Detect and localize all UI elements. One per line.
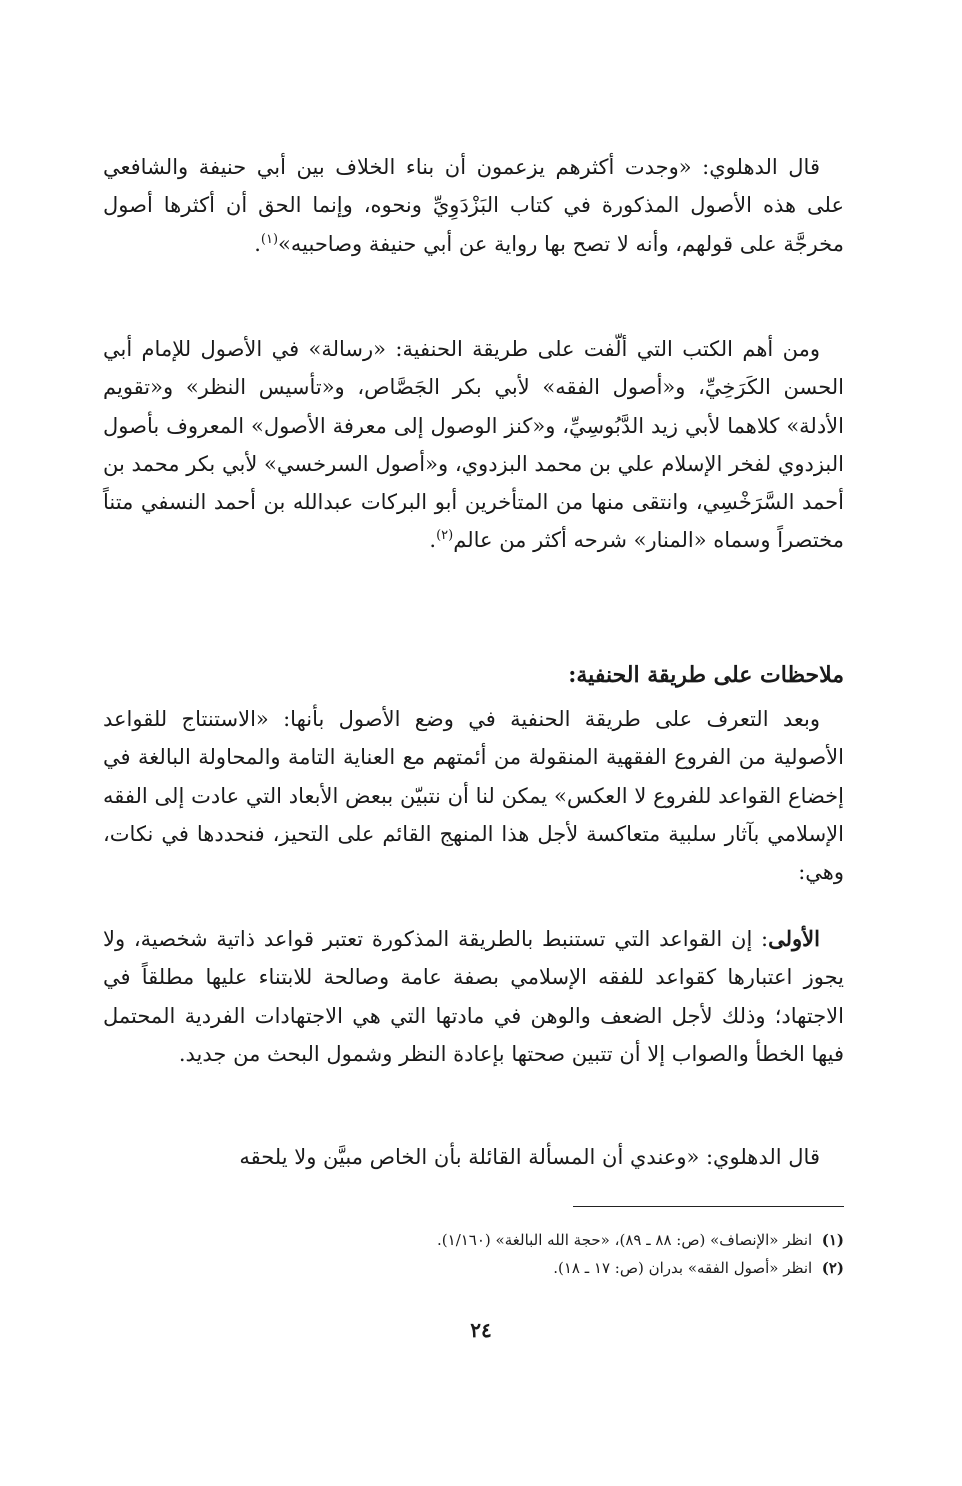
paragraph-3: وبعد التعرف على طريقة الحنفية في وضع الأصول بأنها: «الاستنتاج للقواعد الأصولية من الفروع الفقهية المنقولة من أئمتهم مع العناية التامة والمحاولة البالغة في إخضاع القواعد للفروع لا العكس» يمكن لنا أن نتبيّن ببعض الأبعاد التي عادت إلى الفقه الإسلامي بآثار سلبية متعاكسة لأجل هذا المنهج القائم على التحيز، فنحددها في نكات، وهي:: [103, 707, 844, 885]
footnote-2-text: انظر «أصول الفقه» بدران (ص: ١٧ ـ ١٨).: [553, 1259, 813, 1277]
footnotes: [103, 1226, 844, 1282]
paragraph-observations-intro: [103, 700, 844, 891]
paragraph-1-text: قال الدهلوي: «وجدت أكثرهم يزعمون أن بناء الخلاف بين أبي حنيفة والشافعي على هذه الأصول المذكورة في كتاب البَزْدَوِيِّ ونحوه، وإنما الحق أن أكثرها أصول مخرجَّة على قولهم، وأنه لا تصح بها رواية عن أبي حنيفة وصاحبيه»: [103, 155, 844, 256]
section-heading-block: [103, 656, 844, 694]
footnote-1-text: انظر «الإنصاف» (ص: ٨٨ ـ ٨٩)، «حجة الله البالغة» (١/١٦٠).: [437, 1231, 813, 1249]
footnote-separator: [573, 1206, 844, 1207]
paragraph-hanafi-books: [103, 330, 844, 560]
footnote-ref-2: (٢): [436, 528, 454, 544]
paragraph-dehlawi-quote: [103, 148, 844, 263]
paragraph-4-lead: الأولى: [768, 926, 820, 951]
paragraph-5: قال الدهلوي: «وعندي أن المسألة القائلة بأن الخاص مبيَّن ولا يلحقه: [239, 1145, 820, 1169]
section-heading: ملاحظات على طريقة الحنفية:: [568, 662, 844, 688]
footnote-2: [103, 1254, 844, 1282]
paragraph-2: [103, 330, 844, 560]
footnote-ref-1: (١): [260, 231, 279, 247]
paragraph-4-text: : إن القواعد التي تستنبط بالطريقة المذكورة تعتبر قواعد ذاتية شخصية، ولا يجوز اعتبارها كقواعد للفقه الإسلامي بصفة عامة وصالحة للابتناء عليها مطلقاً في الاجتهاد؛ وذلك لأجل الضعف والوهن في مادتها التي هي الاجتهادات الفردية المحتمل فيها الخطأ والصواب إلا أن تتبين صحتها بإعادة النظر وشمول البحث من جديد.: [103, 927, 844, 1066]
paragraph-first-observation: [103, 920, 844, 1073]
paragraph-2-text: ومن أهم الكتب التي ألّفت على طريقة الحنفية: «رسالة» في الأصول للإمام أبي الحسن الكَرَخِيِّ، و«أصول الفقه» لأبي بكر الجَصَّاص، و«تأسيس النظر» و«تقويم الأدلة» كلاهما لأبي زيد الدَّبُوسِيِّ، و«كنز الوصول إلى معرفة الأصول» المعروف بأصول البزدوي لفخر الإسلام علي بن محمد البزدوي، و«أصول السرخسي» لأبي بكر محمد بن أحمد السَّرَخْسِي، وانتقى منها من المتأخرين أبو البركات عبدالله بن أحمد النسفي متناً مختصراً وسماه «المنار» شرحه أكثر من عالم: [103, 337, 844, 553]
page-number: ٢٤: [470, 1318, 492, 1342]
footnote-1: [103, 1226, 844, 1254]
paragraph-2-end: .: [429, 528, 437, 553]
paragraph-1: [103, 148, 844, 263]
footnote-2-number: (٢): [821, 1259, 844, 1277]
paragraph-4: [103, 920, 844, 1073]
footnote-1-number: (١): [821, 1231, 844, 1249]
paragraph-dehlawi-second-quote: [103, 1138, 844, 1176]
paragraph-1-end: .: [254, 231, 261, 256]
